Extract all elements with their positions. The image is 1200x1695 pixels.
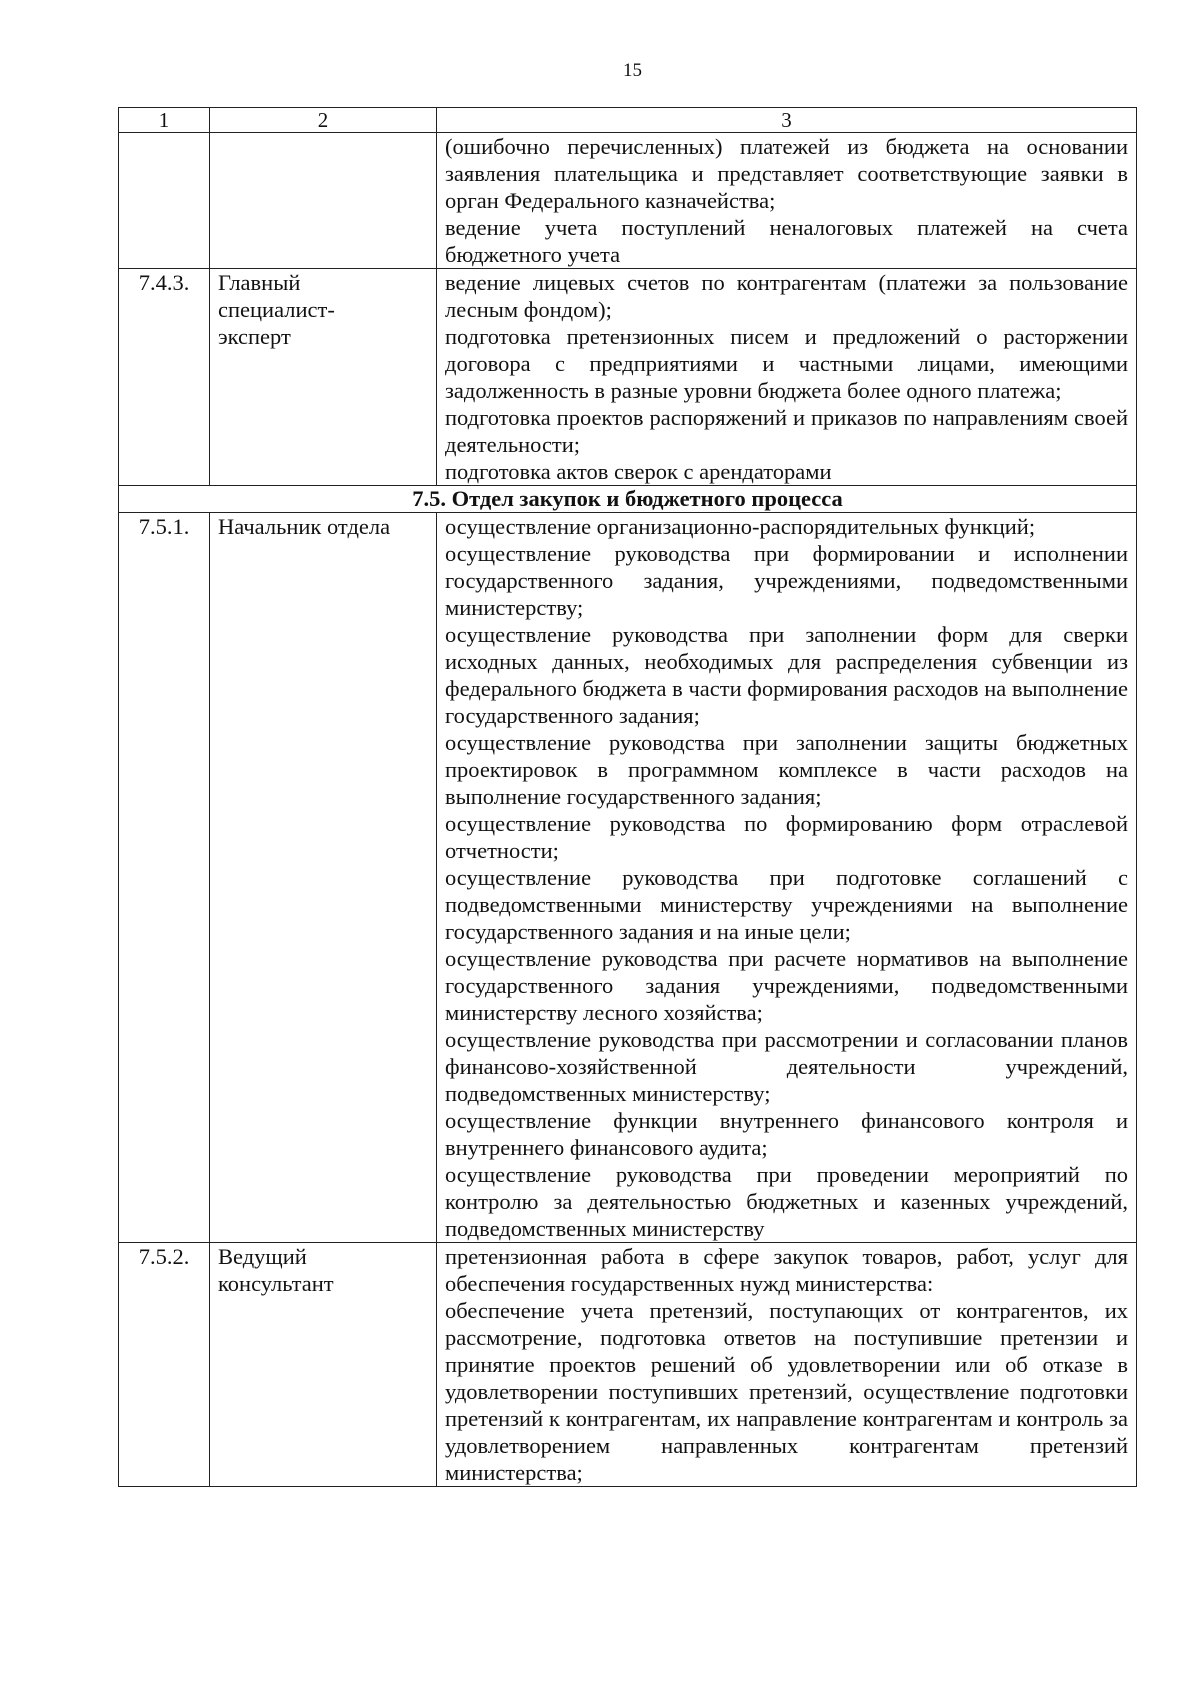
duties-table bbox=[118, 107, 1137, 1487]
duty-item: осуществление функции внутреннего финансового контроля и внутреннего финансового аудита; bbox=[445, 1108, 1128, 1160]
position-title-line: Начальник отдела bbox=[218, 514, 391, 539]
duty-item: подготовка проектов распоряжений и приказов по направлениям своей деятельности; bbox=[445, 405, 1128, 457]
duties-cell bbox=[437, 513, 1137, 1243]
header-cell-1: 1 bbox=[119, 108, 210, 133]
duty-item: осуществление руководства по формированию форм отраслевой отчетности; bbox=[445, 811, 1128, 863]
duty-item: осуществление руководства при заполнении защиты бюджетных проектировок в программном комплексе в части расходов на выполнение государственного задания; bbox=[445, 730, 1128, 809]
position-title bbox=[210, 269, 437, 486]
duty-item: претензионная работа в сфере закупок товаров, работ, услуг для обеспечения государственных нужд министерства: bbox=[445, 1244, 1128, 1296]
duty-item: (ошибочно перечисленных) платежей из бюджета на основании заявления плательщика и представляет соответствующие заявки в орган Федерального казначейства; bbox=[445, 134, 1128, 213]
item-number bbox=[119, 133, 210, 269]
position-title bbox=[210, 133, 437, 269]
position-title bbox=[210, 1243, 437, 1487]
duty-item: осуществление руководства при подготовке соглашений с подведомственными министерству учреждениями на выполнение государственного задания и на иные цели; bbox=[445, 865, 1128, 944]
duty-item: подготовка актов сверок с арендаторами bbox=[445, 459, 832, 484]
table-row bbox=[119, 513, 1137, 1243]
item-number: 7.4.3. bbox=[119, 269, 210, 486]
table-body bbox=[119, 108, 1137, 1487]
position-title-line: эксперт bbox=[218, 324, 291, 349]
header-cell-2: 2 bbox=[210, 108, 437, 133]
position-title-line: специалист- bbox=[218, 297, 335, 322]
position-title bbox=[210, 513, 437, 1243]
duty-item: осуществление руководства при проведении мероприятий по контролю за деятельностью бюджетных и казенных учреждений, подведомственных министерству bbox=[445, 1162, 1128, 1241]
table-row bbox=[119, 1243, 1137, 1487]
section-header-row bbox=[119, 486, 1137, 513]
position-title-line: Главный bbox=[218, 270, 301, 295]
duty-item: осуществление руководства при рассмотрении и согласовании планов финансово-хозяйственной деятельности учреждений, подведомственных министерству; bbox=[445, 1027, 1128, 1106]
duty-item: осуществление организационно-распорядительных функций; bbox=[445, 514, 1036, 539]
duty-item: осуществление руководства при расчете нормативов на выполнение государственного задания учреждениями, подведомственными министерству лесного хозяйства; bbox=[445, 946, 1128, 1025]
duty-item: обеспечение учета претензий, поступающих от контрагентов, их рассмотрение, подготовка ответов на поступившие претензии и принятие проектов решений об удовлетворении или об отказе в удовлетворении поступивших претензий, осуществление подготовки претензий к контрагентам, их направление контрагентам и контроль за удовлетворением направленных контрагентам претензий министерства; bbox=[445, 1298, 1128, 1485]
duty-item: осуществление руководства при формировании и исполнении государственного задания, учреждениями, подведомственными министерству; bbox=[445, 541, 1128, 620]
item-number: 7.5.1. bbox=[119, 513, 210, 1243]
table-header-row bbox=[119, 108, 1137, 133]
duty-item: ведение лицевых счетов по контрагентам (платежи за пользование лесным фондом); bbox=[445, 270, 1128, 322]
duties-cell bbox=[437, 133, 1137, 269]
position-title-line: консультант bbox=[218, 1271, 334, 1296]
item-number: 7.5.2. bbox=[119, 1243, 210, 1487]
section-title: 7.5. Отдел закупок и бюджетного процесса bbox=[119, 486, 1137, 513]
position-title-line: Ведущий bbox=[218, 1244, 307, 1269]
duty-item: осуществление руководства при заполнении форм для сверки исходных данных, необходимых для распределения субвенции из федерального бюджета в части формирования расходов на выполнение государственного задания; bbox=[445, 622, 1128, 728]
duties-cell bbox=[437, 269, 1137, 486]
page-number: 15 bbox=[623, 60, 642, 81]
header-cell-3: 3 bbox=[437, 108, 1137, 133]
table-row bbox=[119, 269, 1137, 486]
duty-item: подготовка претензионных писем и предложений о расторжении договора с предприятиями и частными лицами, имеющими задолженность в разные уровни бюджета более одного платежа; bbox=[445, 324, 1128, 403]
duty-item: ведение учета поступлений неналоговых платежей на счета бюджетного учета bbox=[445, 215, 1128, 267]
table-row bbox=[119, 133, 1137, 269]
duties-cell bbox=[437, 1243, 1137, 1487]
